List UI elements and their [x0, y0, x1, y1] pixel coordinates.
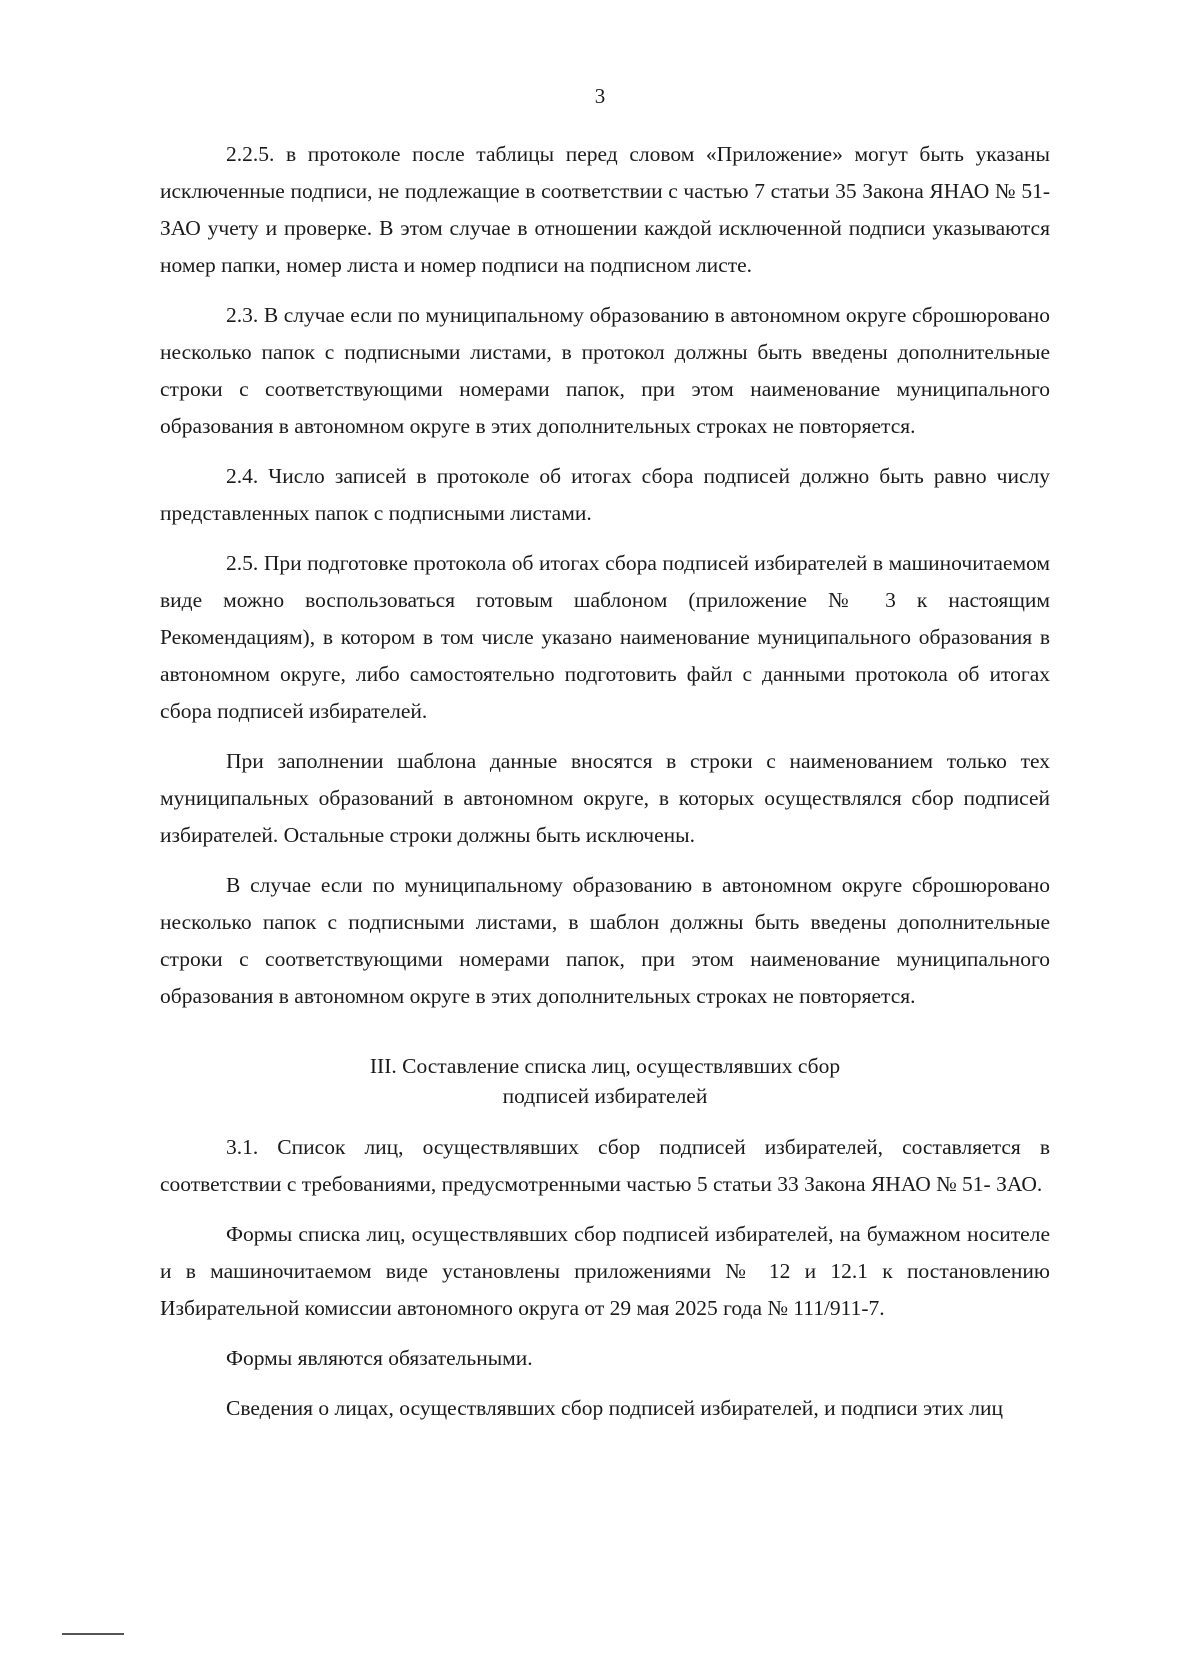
- section-heading: [160, 1051, 1050, 1111]
- paragraph-2-5: 2.5. При подготовке протокола об итогах сбора подписей избирателей в машиночитаемом виде можно воспользоваться готовым шаблоном (приложение № 3 к настоящим Рекомендациям), в котором в том числе указано наименование муниципального образования в автономном округе, либо самостоятельно подготовить файл с данными протокола об итогах сбора подписей избирателей.: [160, 551, 1050, 723]
- paragraph-3-1: 3.1. Список лиц, осуществлявших сбор подписей избирателей, составляется в соответствии с требованиями, предусмотренными частью 5 статьи 33 Закона ЯНАО № 51- ЗАО.: [160, 1135, 1050, 1196]
- section-heading-line1: III. Составление списка лиц, осуществлявших сбор: [369, 1054, 841, 1078]
- page-number: 3: [594, 84, 606, 108]
- paragraph-forms-established: Формы списка лиц, осуществлявших сбор подписей избирателей, на бумажном носителе и в машиночитаемом виде установлены приложениями № 12 и 12.1 к постановлению Избирательной комиссии автономного округа от 29 мая 2025 года № 111/911-7.: [160, 1222, 1050, 1320]
- document-body: [160, 136, 1050, 1440]
- paragraph-forms-mandatory: Формы являются обязательными.: [226, 1346, 533, 1370]
- paragraph-template-fill: При заполнении шаблона данные вносятся в строки с наименованием только тех муниципальных образований в автономном округе, в которых осуществлялся сбор подписей избирателей. Остальные строки должны быть исключены.: [160, 749, 1050, 847]
- paragraph-collectors-info: Сведения о лицах, осуществлявших сбор подписей избирателей, и подписи этих лиц: [226, 1396, 1003, 1420]
- footer-rule: [62, 1633, 124, 1635]
- paragraph-2-3: 2.3. В случае если по муниципальному образованию в автономном округе сброшюровано несколько папок с подписными листами, в протокол должны быть введены дополнительные строки с соответствующими номерами папок, при этом наименование муниципального образования в автономном округе в этих дополнительных строках не повторяется.: [160, 303, 1050, 438]
- paragraph-template-folders: В случае если по муниципальному образованию в автономном округе сброшюровано несколько папок с подписными листами, в шаблон должны быть введены дополнительные строки с соответствующими номерами папок, при этом наименование муниципального образования в автономном округе в этих дополнительных строках не повторяется.: [160, 873, 1050, 1008]
- paragraph-2-2-5: 2.2.5. в протоколе после таблицы перед словом «Приложение» могут быть указаны исключенные подписи, не подлежащие в соответствии с частью 7 статьи 35 Закона ЯНАО № 51-ЗАО учету и проверке. В этом случае в отношении каждой исключенной подписи указываются номер папки, номер листа и номер подписи на подписном листе.: [160, 142, 1050, 277]
- section-heading-line2: подписей избирателей: [502, 1084, 708, 1108]
- paragraph-2-4: 2.4. Число записей в протоколе об итогах сбора подписей должно быть равно числу представленных папок с подписными листами.: [160, 464, 1050, 525]
